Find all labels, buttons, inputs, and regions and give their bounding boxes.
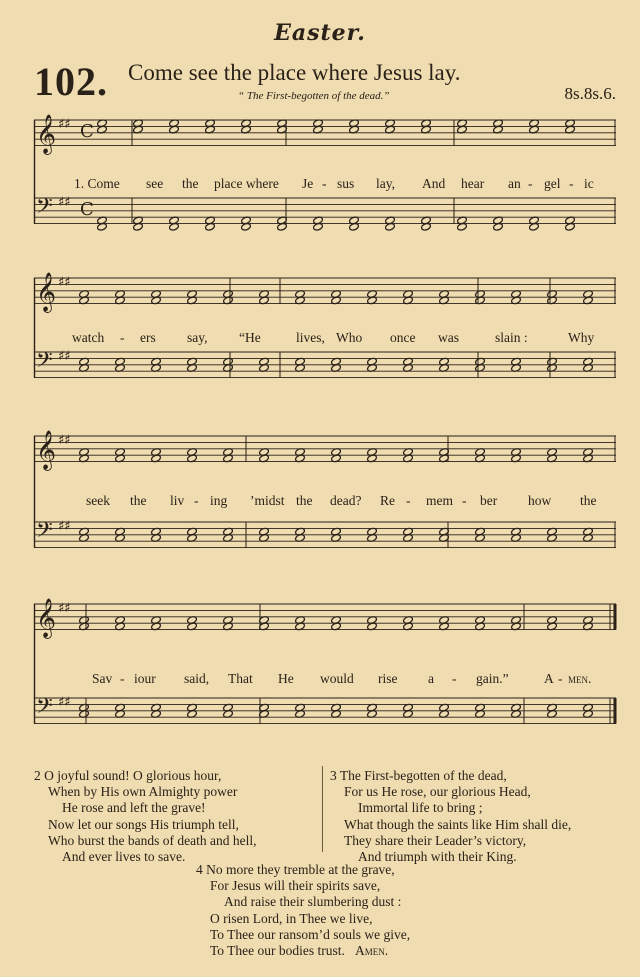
lyric-syllable: - (406, 493, 411, 508)
stanza-line: Who burst the bands of death and hell, (48, 832, 257, 848)
stanza-line: What though the saints like Him shall die, (344, 816, 572, 832)
bass-clef-icon: 𝄢 (36, 518, 53, 548)
lyric-syllable: ers (140, 330, 156, 345)
key-signature-icon: ♯♯ (58, 519, 71, 534)
lyric-syllable: slain : (495, 330, 528, 345)
hymn-number: 102. (34, 59, 108, 104)
stanza-line: And triumph with their King. (358, 849, 517, 865)
lyric-syllable: lives, (296, 330, 325, 345)
treble-clef-icon: 𝄞 (36, 430, 57, 470)
lyric-syllable: liv (170, 493, 185, 508)
bass-clef-icon: 𝄢 (36, 348, 53, 378)
treble-clef-icon: 𝄞 (36, 598, 57, 638)
lyric-syllable: - (120, 330, 125, 345)
stanza-line-text: To Thee our bodies trust. (210, 943, 345, 959)
common-time-icon: C (80, 121, 94, 142)
bass-clef-icon: 𝄢 (36, 694, 53, 724)
lyric-syllable: 1. Come (74, 176, 120, 191)
lyric-syllable: the (296, 493, 313, 508)
hymn-title: Come see the place where Jesus lay. (128, 60, 461, 85)
lyric-syllable: sus (337, 176, 355, 191)
lyric-syllable: was (438, 330, 459, 345)
lyric-syllable: Why (568, 330, 595, 345)
lyric-syllable: rise (378, 671, 398, 686)
lyric-syllable: a (428, 671, 434, 686)
lyric-syllable: the (580, 493, 597, 508)
stanza-line: Now let our songs His triumph tell, (48, 816, 239, 832)
bass-clef-icon: 𝄢 (36, 194, 53, 224)
stanza-line: 3 The First-begotten of the dead, (330, 768, 507, 783)
key-signature-icon: ♯♯ (58, 195, 71, 210)
stanza-4 (196, 862, 410, 959)
lyric-syllable: Who (336, 330, 363, 345)
lyric-syllable: see (146, 176, 164, 191)
lyric-syllable: - (462, 493, 467, 508)
lyric-syllable: ’midst (250, 493, 285, 508)
music-system-1 (34, 112, 616, 272)
stanza-line: O risen Lord, in Thee we live, (210, 910, 373, 926)
stanza-line: He rose and left the grave! (62, 800, 206, 816)
stanza-line: And ever lives to save. (62, 849, 186, 865)
lyric-syllable: said, (184, 671, 210, 686)
lyric-syllable: A (544, 671, 554, 686)
lyric-syllable: - (452, 671, 457, 686)
lyric-syllable: - (194, 493, 199, 508)
staff-notation-1 (34, 112, 616, 272)
lyric-syllable: say, (187, 330, 208, 345)
lyric-syllable: Sav (92, 671, 113, 686)
stanza-line: They share their Leader’s victory, (344, 832, 527, 848)
lyric-syllable: iour (134, 671, 156, 686)
lyric-syllable: seek (86, 493, 110, 508)
lyric-syllable: watch (72, 330, 105, 345)
lyric-syllable: hear (461, 176, 485, 191)
hymn-epigraph: “ The First-begotten of the dead.” (238, 90, 390, 102)
stanza-divider (322, 766, 323, 852)
lyric-syllable: gel (544, 176, 561, 191)
lyric-syllable: place where (214, 176, 279, 191)
lyric-syllable: the (130, 493, 147, 508)
stanza-2 (34, 768, 256, 865)
lyric-syllable: lay, (376, 176, 395, 191)
lyric-syllable: - (120, 671, 125, 686)
key-signature-icon: ♯♯ (58, 601, 71, 616)
common-time-icon: C (80, 199, 94, 220)
lyric-syllable: dead? (330, 493, 362, 508)
lyric-syllable: ic (584, 176, 594, 191)
lyric-syllable: Re (380, 493, 395, 508)
treble-clef-icon: 𝄞 (36, 114, 57, 154)
lyric-syllable: how (528, 493, 552, 508)
lyric-syllable: an (508, 176, 521, 191)
stanza-line: Immortal life to bring ; (358, 800, 483, 816)
music-system-2 (34, 270, 616, 415)
music-system-3 (34, 428, 616, 578)
stanza-line: When by His own Almighty power (48, 784, 238, 800)
lyric-syllable: - (528, 176, 533, 191)
amen-mark: Amen. (355, 943, 389, 959)
stanza-3 (330, 768, 571, 865)
lyric-syllable: mem (426, 493, 453, 508)
key-signature-icon: ♯♯ (58, 117, 71, 132)
lyric-syllable: men. (568, 671, 592, 686)
lyric-syllable: once (390, 330, 416, 345)
lyric-syllable: the (182, 176, 199, 191)
lyric-syllable: would (320, 671, 354, 686)
music-system-4 (34, 598, 616, 758)
key-signature-icon: ♯♯ (58, 349, 71, 364)
stanza-line: 4 No more they tremble at the grave, (196, 862, 395, 877)
stanza-line: 2 O joyful sound! O glorious hour, (34, 768, 222, 783)
key-signature-icon: ♯♯ (58, 275, 71, 290)
stanza-line: To Thee our ransom’d souls we give, (210, 926, 411, 942)
stanza-line: For Jesus will their spirits save, (210, 878, 381, 894)
lyric-syllable: gain.” (476, 671, 509, 686)
stanza-line: For us He rose, our glorious Head, (344, 784, 531, 800)
lyric-syllable: - (569, 176, 574, 191)
key-signature-icon: ♯♯ (58, 695, 71, 710)
stanza-line: And raise their slumbering dust : (224, 894, 402, 910)
lyric-syllable: Je (302, 176, 314, 191)
lyric-syllable: ing (210, 493, 228, 508)
page-header: Easter. (274, 20, 366, 46)
lyric-syllable: - (558, 671, 563, 686)
lyric-syllable: - (322, 176, 327, 191)
key-signature-icon: ♯♯ (58, 433, 71, 448)
lyric-syllable: And (422, 176, 446, 191)
lyric-syllable: “He (239, 330, 261, 345)
hymn-meter: 8s.8s.6. (564, 84, 616, 103)
lyric-syllable: That (228, 671, 253, 686)
lyric-syllable: ber (480, 493, 498, 508)
lyric-syllable: He (278, 671, 294, 686)
stanza-line (196, 943, 410, 959)
treble-clef-icon: 𝄞 (36, 272, 57, 312)
